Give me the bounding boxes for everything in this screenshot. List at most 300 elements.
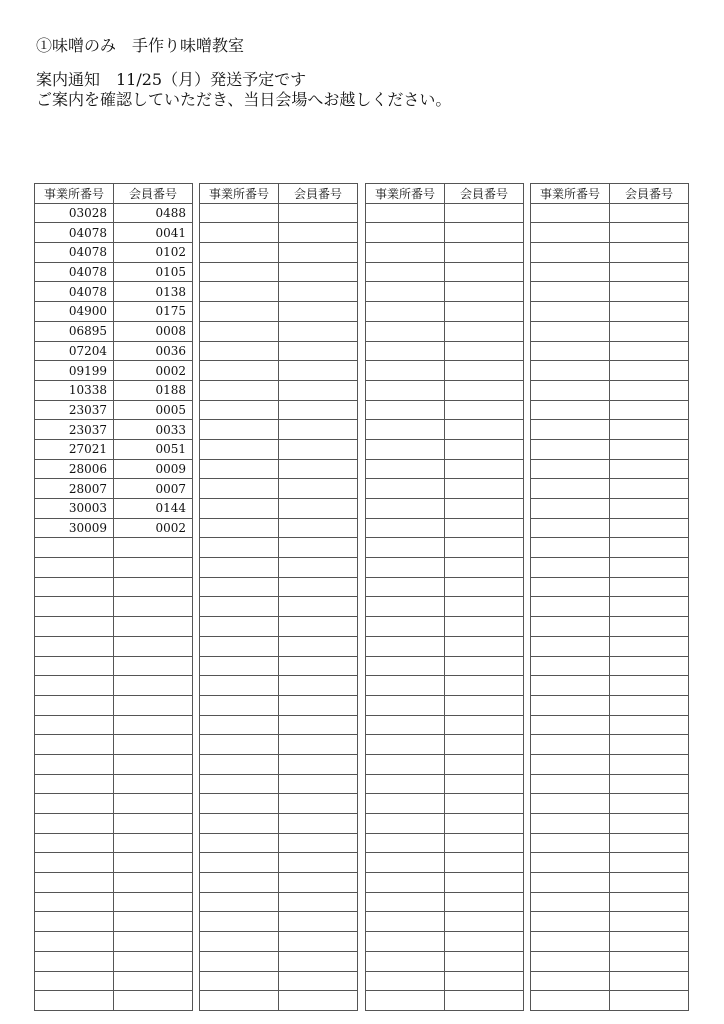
office-number-cell <box>366 302 445 322</box>
member-number-cell <box>445 754 524 774</box>
table-row <box>200 676 358 696</box>
table-row <box>366 321 524 341</box>
member-number-cell <box>445 361 524 381</box>
office-number-cell <box>366 223 445 243</box>
office-number-cell <box>531 223 610 243</box>
member-number-cell <box>279 636 358 656</box>
member-number-cell <box>114 892 193 912</box>
member-number-cell <box>610 951 689 971</box>
table-row <box>366 814 524 834</box>
member-number-cell <box>279 991 358 1011</box>
office-number-cell <box>366 479 445 499</box>
member-number-cell <box>279 459 358 479</box>
office-number-cell <box>200 341 279 361</box>
member-number-cell <box>445 991 524 1011</box>
office-number-cell <box>366 833 445 853</box>
table-row <box>366 479 524 499</box>
office-number-cell: 23037 <box>35 420 114 440</box>
office-number-cell <box>200 499 279 519</box>
office-number-cell <box>531 262 610 282</box>
table-row <box>35 203 193 223</box>
table-row <box>200 223 358 243</box>
member-number-cell: 0188 <box>114 380 193 400</box>
member-number-cell <box>445 735 524 755</box>
member-number-cell <box>445 597 524 617</box>
table-row <box>200 302 358 322</box>
office-number-cell: 04078 <box>35 282 114 302</box>
member-number-cell <box>610 518 689 538</box>
office-number-cell <box>200 794 279 814</box>
member-number-cell <box>114 991 193 1011</box>
member-number-cell <box>610 656 689 676</box>
table-row <box>531 971 689 991</box>
table-row <box>35 341 193 361</box>
table-row <box>531 932 689 952</box>
notice-line-1: 案内通知 11/25（月）発送予定です <box>36 70 307 89</box>
table-row <box>35 971 193 991</box>
table-row <box>200 892 358 912</box>
notice-line-2: ご案内を確認していただき、当日会場へお越しください。 <box>36 90 452 109</box>
office-number-cell <box>366 243 445 263</box>
member-number-cell <box>114 951 193 971</box>
office-number-cell <box>200 774 279 794</box>
office-number-cell <box>200 459 279 479</box>
table-row <box>35 439 193 459</box>
member-number-cell <box>610 774 689 794</box>
office-number-cell <box>531 774 610 794</box>
member-number-cell <box>279 617 358 637</box>
table-row <box>531 853 689 873</box>
member-number-cell <box>445 302 524 322</box>
table-row <box>200 695 358 715</box>
office-number-cell <box>531 341 610 361</box>
member-number-cell <box>114 853 193 873</box>
office-number-cell <box>200 321 279 341</box>
member-number-cell <box>445 538 524 558</box>
table-row <box>35 321 193 341</box>
office-number-cell <box>200 814 279 834</box>
table-row <box>35 558 193 578</box>
header-row <box>366 184 524 204</box>
office-number-cell <box>200 302 279 322</box>
office-number-cell <box>366 814 445 834</box>
member-number-cell <box>114 754 193 774</box>
table-row <box>35 262 193 282</box>
office-number-cell <box>200 439 279 459</box>
office-number-cell <box>531 420 610 440</box>
member-number-cell <box>279 735 358 755</box>
table-row <box>366 833 524 853</box>
table-row <box>35 302 193 322</box>
office-number-cell: 27021 <box>35 439 114 459</box>
table-row <box>531 912 689 932</box>
member-number-cell <box>445 892 524 912</box>
table-row <box>200 420 358 440</box>
member-number-cell <box>610 203 689 223</box>
table-row <box>366 518 524 538</box>
office-number-cell <box>200 380 279 400</box>
table-row <box>531 617 689 637</box>
table-row <box>200 243 358 263</box>
table-row <box>366 282 524 302</box>
office-number-cell <box>200 282 279 302</box>
member-number-cell <box>114 912 193 932</box>
office-number-cell <box>200 203 279 223</box>
table-row <box>366 380 524 400</box>
member-number-cell <box>610 597 689 617</box>
member-number-cell <box>114 617 193 637</box>
office-number-cell <box>200 991 279 1011</box>
office-number-cell <box>531 518 610 538</box>
table-row <box>531 991 689 1011</box>
member-number-cell <box>279 814 358 834</box>
member-number-cell <box>610 558 689 578</box>
table-row <box>366 341 524 361</box>
member-number-cell <box>445 262 524 282</box>
member-number-cell <box>279 361 358 381</box>
member-number-cell <box>445 656 524 676</box>
office-number-cell <box>531 282 610 302</box>
table-row <box>200 617 358 637</box>
table-row <box>531 321 689 341</box>
table-row <box>35 814 193 834</box>
office-number-cell <box>531 676 610 696</box>
table-row <box>200 597 358 617</box>
member-number-cell <box>114 597 193 617</box>
office-number-cell <box>35 951 114 971</box>
table-row <box>200 400 358 420</box>
table-row <box>366 794 524 814</box>
office-number-cell: 28006 <box>35 459 114 479</box>
member-number-cell <box>445 715 524 735</box>
table-row <box>366 853 524 873</box>
table-row <box>366 439 524 459</box>
office-number-cell <box>531 715 610 735</box>
office-number-cell <box>531 794 610 814</box>
office-number-cell <box>366 617 445 637</box>
member-number-cell: 0007 <box>114 479 193 499</box>
member-number-cell: 0488 <box>114 203 193 223</box>
member-number-cell <box>445 636 524 656</box>
table-row <box>200 577 358 597</box>
table-row <box>366 400 524 420</box>
table-row <box>366 597 524 617</box>
office-number-cell <box>35 597 114 617</box>
table-row <box>200 814 358 834</box>
member-number-cell <box>610 282 689 302</box>
table-row <box>35 912 193 932</box>
office-number-cell <box>35 833 114 853</box>
office-number-cell <box>35 754 114 774</box>
office-number-cell <box>366 873 445 893</box>
member-number-cell <box>279 971 358 991</box>
table-row <box>366 302 524 322</box>
notice-block <box>36 70 451 110</box>
member-number-cell <box>279 873 358 893</box>
member-number-cell <box>610 223 689 243</box>
member-number-cell <box>279 262 358 282</box>
table-row <box>200 439 358 459</box>
office-number-cell <box>200 971 279 991</box>
table-row <box>35 518 193 538</box>
office-number-cell <box>35 991 114 1011</box>
member-number-cell <box>610 262 689 282</box>
table-row <box>35 223 193 243</box>
member-number-cell: 0041 <box>114 223 193 243</box>
table-row <box>35 715 193 735</box>
member-number-cell <box>610 932 689 952</box>
office-number-cell <box>200 676 279 696</box>
member-number-cell <box>279 538 358 558</box>
table-row <box>35 243 193 263</box>
office-number-cell <box>531 499 610 519</box>
office-number-cell: 07204 <box>35 341 114 361</box>
member-number-cell <box>610 695 689 715</box>
office-number-cell: 10338 <box>35 380 114 400</box>
member-number-cell <box>279 912 358 932</box>
member-number-cell <box>610 912 689 932</box>
member-number-cell <box>279 853 358 873</box>
table-row <box>200 499 358 519</box>
office-number-cell <box>531 538 610 558</box>
office-number-cell <box>200 695 279 715</box>
table-row <box>35 636 193 656</box>
table-row <box>531 380 689 400</box>
member-number-cell <box>279 282 358 302</box>
table-row <box>366 971 524 991</box>
office-number-cell <box>531 735 610 755</box>
table-row <box>531 439 689 459</box>
office-number-cell <box>35 558 114 578</box>
member-number-cell <box>610 400 689 420</box>
member-number-cell <box>279 577 358 597</box>
office-number-cell <box>200 538 279 558</box>
table-row <box>531 361 689 381</box>
member-number-cell <box>445 695 524 715</box>
member-number-cell: 0144 <box>114 499 193 519</box>
roster-table <box>530 183 689 1011</box>
office-number-cell <box>531 479 610 499</box>
office-number-cell <box>366 794 445 814</box>
member-number-cell <box>610 617 689 637</box>
table-row <box>531 538 689 558</box>
office-number-cell <box>200 932 279 952</box>
roster-table <box>365 183 524 1011</box>
table-row <box>200 971 358 991</box>
member-number-cell <box>445 223 524 243</box>
member-number-cell <box>610 814 689 834</box>
office-number-cell <box>366 558 445 578</box>
member-number-cell: 0051 <box>114 439 193 459</box>
office-number-cell <box>531 597 610 617</box>
table-row <box>366 499 524 519</box>
member-number-cell <box>279 558 358 578</box>
member-number-cell <box>610 243 689 263</box>
table-row <box>531 774 689 794</box>
table-row <box>200 754 358 774</box>
header-member-number: 会員番号 <box>114 184 193 204</box>
office-number-cell <box>200 892 279 912</box>
table-row <box>531 479 689 499</box>
table-row <box>35 951 193 971</box>
member-number-cell <box>279 695 358 715</box>
table-row <box>200 518 358 538</box>
member-number-cell <box>279 479 358 499</box>
table-row <box>366 774 524 794</box>
table-row <box>35 695 193 715</box>
member-number-cell <box>279 774 358 794</box>
table-row <box>200 282 358 302</box>
office-number-cell <box>366 577 445 597</box>
member-number-cell <box>445 932 524 952</box>
table-row <box>531 951 689 971</box>
member-number-cell <box>279 892 358 912</box>
table-row <box>35 538 193 558</box>
member-number-cell <box>114 833 193 853</box>
office-number-cell: 03028 <box>35 203 114 223</box>
office-number-cell <box>531 439 610 459</box>
member-number-cell <box>610 479 689 499</box>
table-row <box>200 380 358 400</box>
table-row <box>200 873 358 893</box>
office-number-cell <box>366 991 445 1011</box>
member-number-cell <box>610 794 689 814</box>
office-number-cell <box>200 223 279 243</box>
roster-table <box>34 183 193 1011</box>
table-row <box>35 282 193 302</box>
member-number-cell <box>114 676 193 696</box>
office-number-cell <box>200 951 279 971</box>
member-number-cell <box>279 833 358 853</box>
member-number-cell: 0009 <box>114 459 193 479</box>
office-number-cell <box>531 243 610 263</box>
office-number-cell <box>531 814 610 834</box>
table-row <box>531 518 689 538</box>
member-number-cell <box>114 971 193 991</box>
member-number-cell <box>279 243 358 263</box>
table-row <box>531 892 689 912</box>
office-number-cell <box>366 262 445 282</box>
table-row <box>366 636 524 656</box>
member-number-cell <box>279 380 358 400</box>
office-number-cell <box>200 262 279 282</box>
member-number-cell <box>610 873 689 893</box>
office-number-cell <box>366 853 445 873</box>
table-row <box>366 715 524 735</box>
office-number-cell <box>531 754 610 774</box>
table-row <box>366 243 524 263</box>
office-number-cell <box>531 558 610 578</box>
office-number-cell <box>531 833 610 853</box>
member-number-cell <box>114 656 193 676</box>
table-row <box>366 932 524 952</box>
office-number-cell <box>366 597 445 617</box>
office-number-cell <box>531 873 610 893</box>
office-number-cell: 30009 <box>35 518 114 538</box>
table-row <box>531 577 689 597</box>
member-number-cell <box>279 302 358 322</box>
member-number-cell <box>610 676 689 696</box>
header-row <box>35 184 193 204</box>
member-number-cell <box>445 459 524 479</box>
office-number-cell <box>531 892 610 912</box>
office-number-cell <box>531 459 610 479</box>
page-title: ①味噌のみ 手作り味噌教室 <box>36 36 245 55</box>
member-number-cell <box>610 636 689 656</box>
member-number-cell <box>279 341 358 361</box>
office-number-cell <box>366 439 445 459</box>
header-office-number: 事業所番号 <box>200 184 279 204</box>
member-number-cell <box>279 676 358 696</box>
table-row <box>366 223 524 243</box>
member-number-cell <box>279 203 358 223</box>
office-number-cell: 23037 <box>35 400 114 420</box>
office-number-cell <box>531 400 610 420</box>
table-row <box>366 361 524 381</box>
table-row <box>366 577 524 597</box>
office-number-cell <box>366 459 445 479</box>
office-number-cell <box>366 735 445 755</box>
member-number-cell <box>445 676 524 696</box>
header-office-number: 事業所番号 <box>531 184 610 204</box>
member-number-cell: 0005 <box>114 400 193 420</box>
office-number-cell <box>531 617 610 637</box>
table-row <box>366 892 524 912</box>
office-number-cell <box>366 892 445 912</box>
office-number-cell <box>35 873 114 893</box>
roster-tables <box>0 183 724 995</box>
member-number-cell <box>279 932 358 952</box>
table-row <box>200 991 358 1011</box>
table-row <box>200 932 358 952</box>
office-number-cell <box>366 380 445 400</box>
office-number-cell <box>531 853 610 873</box>
office-number-cell <box>200 833 279 853</box>
office-number-cell <box>35 715 114 735</box>
office-number-cell <box>531 302 610 322</box>
table-row <box>200 735 358 755</box>
member-number-cell: 0138 <box>114 282 193 302</box>
table-row <box>200 558 358 578</box>
office-number-cell <box>200 754 279 774</box>
office-number-cell <box>35 617 114 637</box>
office-number-cell <box>200 597 279 617</box>
member-number-cell <box>445 617 524 637</box>
office-number-cell <box>200 617 279 637</box>
office-number-cell: 04078 <box>35 262 114 282</box>
member-number-cell <box>114 735 193 755</box>
office-number-cell <box>200 656 279 676</box>
table-row <box>366 754 524 774</box>
member-number-cell <box>114 558 193 578</box>
table-row <box>200 321 358 341</box>
member-number-cell <box>610 853 689 873</box>
table-row <box>200 715 358 735</box>
office-number-cell <box>366 400 445 420</box>
member-number-cell <box>279 794 358 814</box>
member-number-cell <box>445 518 524 538</box>
table-row <box>366 203 524 223</box>
table-row <box>200 538 358 558</box>
table-row <box>35 597 193 617</box>
table-row <box>531 735 689 755</box>
table-row <box>35 991 193 1011</box>
office-number-cell <box>35 794 114 814</box>
office-number-cell <box>200 873 279 893</box>
table-row <box>35 853 193 873</box>
member-number-cell <box>610 459 689 479</box>
table-row <box>366 951 524 971</box>
